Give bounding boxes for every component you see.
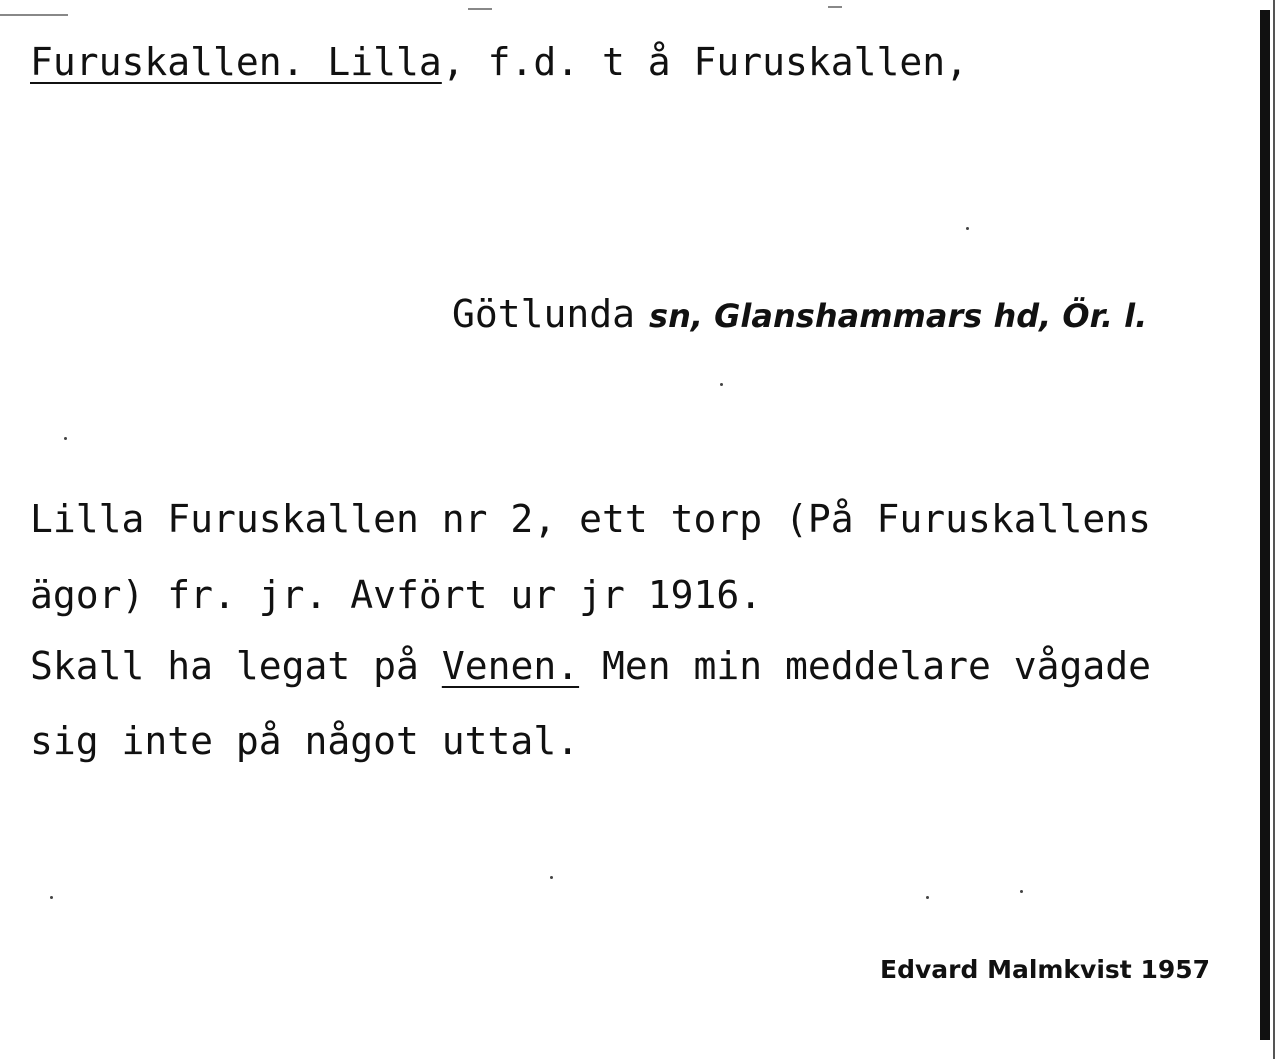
body-line-2: ägor) fr. jr. Avfört ur jr 1916. [30, 573, 763, 617]
speck [1020, 890, 1023, 893]
card-edge [1260, 10, 1270, 1040]
speck [966, 227, 969, 230]
parish-line [452, 292, 1147, 336]
body-line-1: Lilla Furuskallen nr 2, ett torp (På Furuskallens [30, 497, 1152, 541]
speck [720, 383, 723, 386]
body-line-3 [30, 644, 1151, 688]
line3-post: Men min meddelare vågade [579, 644, 1152, 688]
parish-stamp: sn, Glanshammars hd, Ör. l. [649, 297, 1148, 335]
body-line-4: sig inte på något uttal. [30, 719, 580, 763]
line3-underlined: Venen. [441, 644, 580, 688]
speck [550, 876, 553, 879]
heading-rest: , f.d. t å Furuskallen, [441, 40, 969, 84]
speck [64, 437, 67, 440]
speck [50, 896, 53, 899]
card-edge-line [1273, 0, 1275, 1059]
signature-stamp: Edvard Malmkvist 1957 [880, 955, 1211, 984]
place-name: Furuskallen. Lilla [30, 40, 442, 84]
parish-typed: Götlunda [452, 292, 636, 336]
speck [926, 896, 929, 899]
card-heading [30, 40, 968, 84]
scan-mark [828, 6, 842, 8]
scan-mark [0, 14, 68, 16]
line3-pre: Skall ha legat på [30, 644, 442, 688]
scan-mark [468, 8, 492, 10]
